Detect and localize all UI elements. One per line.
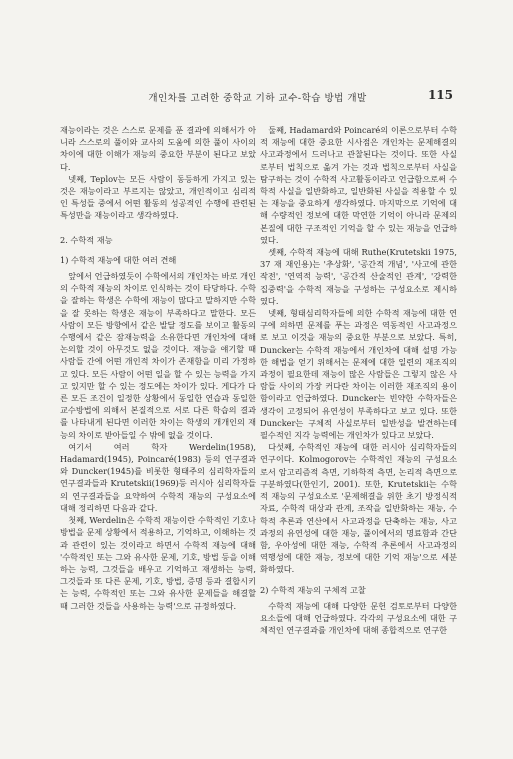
paragraph: 앞에서 언급하였듯이 수학에서의 개인차는 바로 개인의 수학적 재능의 차이로 인식하는 것이 타당하다. 수학을 잘하는 학생은 수학에 재능이 많다고 말하지만 수학을 잘 못하는 학생은 재능이 부족하다고 말한다. 모든 사람이 모든 방향에서 같은 발달 정도를 보이고 활동의 수행에서 같은 잠재능력을 소유한다면 개인차에 대해 논의할 것이 아무것도 없을 것이다. 재능을 얘기할 때 사람들 간에 어떤 개인적 차이가 존재함을 미리 가정하고 있다. 모든 사람이 어떤 일을 할 수 있는 능력을 가지고 있지만 할 수 있는 정도에는 차이가 있다. 게다가 다른 모든 조건이 일정한 상황에서 동일한 연습과 동일한 교수방법에 의해서 본질적으로 서로 다른 학습의 결과를 나타내게 된다면 이러한 차이는 학생의 개개인의 재능의 차이로 받아들일 수 밖에 없을 것이다. <box>60 271 256 440</box>
subsection-heading: 1) 수학적 재능에 대한 여러 견해 <box>60 254 177 265</box>
left-column <box>60 124 256 612</box>
paragraph: 수학적 재능에 대해 다양한 문헌 검토로부터 다양한 요소들에 대해 언급하였다. 각각의 구성요소에 대한 구체적인 연구결과를 개인차에 대해 종합적으로 연구한 <box>260 600 457 636</box>
paragraph: 첫째, Werdelin은 수학적 재능이란 수학적인 기호나 방법을 문제 상황에서 적용하고, 기억하고, 이해하는 것과 관련이 있는 것이라고 하면서 수학적 재능에 대해 '수학적인 또는 그와 유사한 문제, 기호, 방법 등을 이해하는 능력, 그것들을 배우고 기억하고 재생하는 능력, 그것들과 또 다른 문제, 기호, 방법, 증명 등과 결합시키는 능력, 수학적인 또는 그와 유사한 문제들을 해결할 때 그러한 것들을 사용하는 능력'으로 규정하였다. <box>60 515 256 611</box>
paragraph: 여기서 여러 학자 Werdelin(1958), Hadamard(1945), Poincaré(1983) 등의 연구결과와 Duncker(1945)를 비롯한 형태주의 심리학자들의 연구결과들과 Krutetskii(1969)등 러시아 심리학자들의 연구결과들을 요약하여 수학적 재능의 구성요소에 대해 정리하면 다음과 같다. <box>60 441 256 513</box>
paragraph: 넷째, Teplov는 모든 사람이 동등하게 가지고 있는 것은 재능이라고 부르지는 않았고, 개인적이고 심리적인 특성들 중에서 어떤 활동의 성공적인 수행에 관련된 특성만을 재능이라고 생각하였다. <box>60 173 256 221</box>
running-title: 개인차를 고려한 중학교 기하 교수-학습 방법 개발 <box>148 93 367 104</box>
page-number: 115 <box>427 88 453 102</box>
page-header <box>62 88 453 104</box>
right-column <box>260 124 457 636</box>
subsection-heading: 2) 수학적 재능의 구체적 고찰 <box>260 584 366 595</box>
section-heading: 2. 수학적 재능 <box>60 234 113 245</box>
paragraph: 넷째, 형태심리학자들에 의한 수학적 재능에 대한 연구에 의하면 문제를 푸는 과정은 역동적인 사고과정으로 보고 이것을 재능의 중요한 부분으로 보았다. 특히, Duncker는 수학적 재능에서 개인차에 대해 설명 가능한 해법을 얻기 위해서는 문제에 대한 일련의 재조직의 과정이 필요한데 재능이 많은 사람들은 그렇지 않은 사람들 사이의 가장 커다란 차이는 이러한 재조직의 용이함이라고 언급하였다. Duncker는 빈약한 수학자들은 생각이 고정되어 유연성이 부족하다고 보고 있다. 또한 Duncker는 구체적 사실로부터 일반성을 발견하는데 필수적인 지각 능력에는 개인차가 있다고 보았다. <box>260 308 457 441</box>
paragraph: 둘째, Hadamard와 Poincaré의 이론으로부터 수학적 재능에 대한 중요한 시사점은 개인차는 문제해결의 사고과정에서 드러나고 관찰된다는 것이다. 또한 사실로부터 법칙으로 옮겨 가는 것과 법칙으로부터 사실을 탐구하는 것이 수학적 사고활동이라고 언급함으로써 수학적 사실을 일반화하고, 일반화된 사실을 적용할 수 있는 재능을 중요하게 생각하였다. 마지막으로 기억에 대해 수량적인 정보에 대한 막연한 기억이 아니라 문제의 본질에 대한 구조적인 기억을 할 수 있는 재능을 언급하였다. <box>260 125 457 245</box>
paragraph: 다섯째, 수학적인 재능에 대한 러시아 심리학자들의 연구이다. Kolmogorov는 수학적인 재능의 구성요소로서 암고리즘적 측면, 기하학적 측면, 논리적 측면으로 구분하였다(한인기, 2001). 또한, Krutetskii는 수학적 재능의 구성요소로 '문제해결을 위한 초기 방정식적 자료, 수학적 대상과 관계, 조작을 일반화하는 재능, 수학적 추론과 연산에서 사고과정을 단축하는 재능, 사고과정의 유연성에 대한 재능, 풀이에서의 명료함과 간단함, 우아성에 대한 재능, 수학적 추론에서 사고과정의 역행성에 대한 재능, 정보에 대한 기억 재능'으로 세분화하였다. <box>260 442 457 575</box>
paragraph: 재능이라는 것은 스스로 문제를 푼 결과에 의해서가 아니라 스스로의 풀이와 교사의 도움에 의한 풀이 사이의 차이에 대한 이해가 재능의 중요한 부분이 된다고 보았다. <box>60 125 256 172</box>
paragraph: 셋째, 수학적 재능에 대해 Ruthe(Krutetskii 1975, 37 재 재인용)는 '추상화', '공간적 개념', '사고에 관한 작전', '연역적 능력', '공간적 산술적인 관계', '강력한 집중력'을 수학적 재능을 구성하는 구성요소로 제시하였다. <box>260 247 457 306</box>
